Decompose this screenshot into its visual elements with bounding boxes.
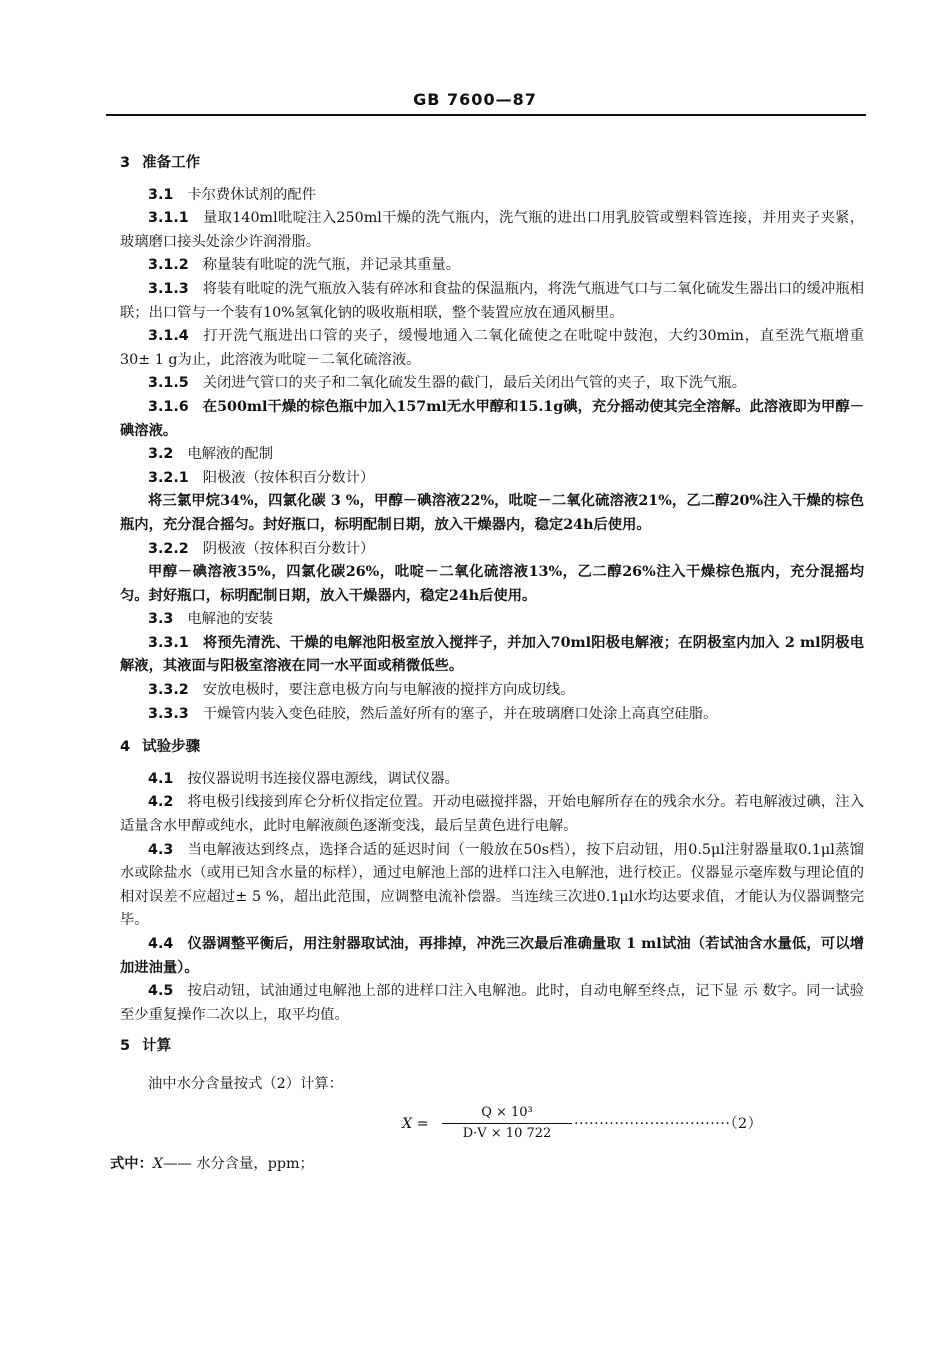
clause-text: 按启动钮，试油通过电解池上部的进样口注入电解池。此时，自动电解至终点，记下显 示 数字。同一试验至少重复操作二次以上，取平均值。	[120, 983, 864, 1023]
clause-number: 3.3.1	[148, 634, 189, 651]
clause-3-2-2-text: 甲醇－碘溶液35%，四氯化碳26%，吡啶－二氧化硫溶液13%，乙二醇26%注入干燥棕色瓶内，充分混摇均匀。封好瓶口，标明配制日期，放入干燥器内，稳定24h后使用。	[120, 564, 864, 604]
clause-4-3	[120, 839, 864, 933]
section-number: 4	[120, 739, 131, 756]
section-title: 试验步骤	[142, 739, 201, 756]
clause-3-2-1	[120, 467, 864, 491]
clause-number: 3.1.3	[148, 280, 189, 297]
clause-text: 安放电极时，要注意电极方向与电解液的搅拌方向成切线。	[202, 682, 575, 699]
clause-text: 当电解液达到终点，选择合适的延迟时间（一般放在50s档），按下启动钮，用0.5μl注射器量取0.1μl蒸馏水或除盐水（或用已知含水量的标样），通过电解池上部的进样口注入电解池，进行校正。仪器显示毫库数与理论值的相对误差不应超过± 5 %，超出此范围，应调整电流补偿器。当连续三次进0.1μl水均达要求值，才能认为仪器调整完毕。	[120, 841, 864, 929]
clause-3-1	[120, 184, 864, 208]
clause-title: 阳极液（按体积百分数计）	[202, 469, 375, 486]
clause-text: 在500ml干燥的棕色瓶中加入157ml无水甲醇和15.1g碘，充分摇动使其完全溶解。此溶液即为甲醇－碘溶液。	[120, 398, 864, 439]
formula-2	[402, 1103, 864, 1147]
clause-4-2	[120, 791, 864, 838]
clause-title: 卡尔费休试剂的配件	[187, 186, 316, 203]
clause-number: 4.5	[148, 983, 174, 1000]
where-label: 式中：	[110, 1155, 153, 1172]
clause-3-3-3	[120, 703, 864, 727]
clause-number: 3.1.2	[148, 257, 189, 274]
where-description: —— 水分含量，ppm；	[163, 1155, 314, 1172]
formula-intro: 油中水分含量按式（2）计算：	[148, 1075, 343, 1092]
clause-number: 4.3	[148, 841, 174, 858]
clause-3-1-4	[120, 325, 864, 372]
clause-text: 量取140ml吡啶注入250ml干燥的洗气瓶内，洗气瓶的进出口用乳胶管或塑料管连接，并用夹子夹紧，玻璃磨口接头处涂少许润滑脂。	[120, 210, 864, 250]
formula-denominator: D·V × 10 722	[462, 1125, 552, 1141]
clause-3-1-5	[120, 372, 864, 396]
clause-3-1-1	[120, 207, 864, 254]
standard-header: GB 7600—87	[413, 90, 537, 109]
clause-number: 3.1.5	[148, 375, 189, 392]
clause-text: 称量装有吡啶的洗气瓶，并记录其重量。	[202, 257, 461, 274]
document-body	[110, 150, 864, 1176]
clause-3-3-2	[120, 679, 864, 703]
clause-3-3-1	[120, 632, 864, 679]
header-rule	[106, 114, 866, 116]
clause-3-3	[120, 608, 864, 632]
section-title: 准备工作	[142, 155, 201, 171]
formula-leader	[574, 1113, 762, 1137]
clause-text: 将预先清洗、干燥的电解池阳极室放入搅拌子，并加入70ml阳极电解液；在阴极室内加入 2 ml阴极电解液，其液面与阳极室溶液在同一水平面或稍微低些。	[120, 634, 864, 675]
clause-text: 仪器调整平衡后，用注射器取试油，再排掉，冲洗三次最后准确量取 1 ml试油（若试油含水量低，可以增加进油量）。	[120, 936, 864, 976]
section-number: 5	[120, 1038, 131, 1055]
clause-text: 将电极引线接到库仑分析仪指定位置。开动电磁搅拌器，开始电解所存在的残余水分。若电解液过碘，注入适量含水甲醇或纯水，此时电解液颜色逐渐变浅，最后呈黄色进行电解。	[120, 794, 864, 835]
clause-text: 干燥管内装入变色硅胶，然后盖好所有的塞子，并在玻璃磨口处涂上高真空硅脂。	[202, 705, 718, 722]
clause-4-5	[120, 980, 864, 1027]
clause-3-1-3	[120, 278, 864, 325]
clause-3-1-6	[120, 396, 864, 443]
section-number: 3	[120, 155, 131, 171]
clause-number: 3.1.4	[148, 328, 189, 345]
clause-number: 4.2	[148, 794, 174, 811]
formula-numerator: Q × 10³	[442, 1103, 572, 1124]
clause-4-1	[120, 768, 864, 792]
clause-text: 将装有吡啶的洗气瓶放入装有碎冰和食盐的保温瓶内，将洗气瓶进气口与二氧化硫发生器出口的缓冲瓶相联；出口管与一个装有10%氢氧化钠的吸收瓶相联，整个装置应放在通风橱里。	[120, 280, 864, 321]
clause-3-1-2	[120, 254, 864, 278]
clause-number: 3.1.1	[148, 210, 189, 227]
clause-number: 4.4	[148, 936, 174, 952]
section-4-heading	[120, 736, 864, 760]
clause-text: 关闭进气管口的夹子和二氧化硫发生器的截门，最后关闭出气管的夹子，取下洗气瓶。	[202, 375, 746, 392]
clause-title: 阴极液（按体积百分数计）	[202, 540, 375, 557]
clause-3-2	[120, 443, 864, 467]
clause-title: 电解液的配制	[187, 446, 274, 463]
where-variable: X	[152, 1155, 164, 1172]
clause-number: 4.1	[148, 770, 174, 787]
clause-number: 3.2	[148, 446, 174, 463]
formula-dots: ·······························	[574, 1115, 731, 1132]
clause-number: 3.3.2	[148, 682, 189, 699]
formula-where	[110, 1153, 864, 1177]
clause-3-2-1-text: 将三氯甲烷34%，四氯化碳 3 %，甲醇－碘溶液22%，吡啶－二氧化硫溶液21%，乙二醇20%注入干燥的棕色瓶内，充分混合摇匀。封好瓶口，标明配制日期，放入干燥器内，稳定24h后使用。	[120, 493, 864, 533]
clause-4-4	[120, 933, 864, 980]
clause-3-2-2	[120, 538, 864, 562]
clause-number: 3.3.3	[148, 705, 189, 722]
formula-lhs: X =	[402, 1115, 429, 1132]
clause-number: 3.2.1	[148, 469, 189, 486]
section-3-heading	[120, 152, 864, 176]
formula-fraction	[442, 1103, 572, 1144]
clause-title: 电解池的安装	[187, 611, 274, 628]
clause-text: 打开洗气瓶进出口管的夹子，缓慢地通入二氧化硫使之在吡啶中鼓泡，大约30min，直至洗气瓶增重30± 1 g为止，此溶液为吡啶－二氧化硫溶液。	[120, 328, 864, 368]
clause-number: 3.3	[148, 611, 174, 628]
clause-text: 按仪器说明书连接仪器电源线，调试仪器。	[187, 770, 459, 787]
section-5-heading	[120, 1035, 864, 1059]
equation-number: （2）	[730, 1115, 763, 1132]
clause-number: 3.1.6	[148, 398, 189, 415]
clause-number: 3.2.2	[148, 540, 189, 557]
clause-number: 3.1	[148, 186, 174, 203]
section-title: 计算	[142, 1038, 172, 1055]
